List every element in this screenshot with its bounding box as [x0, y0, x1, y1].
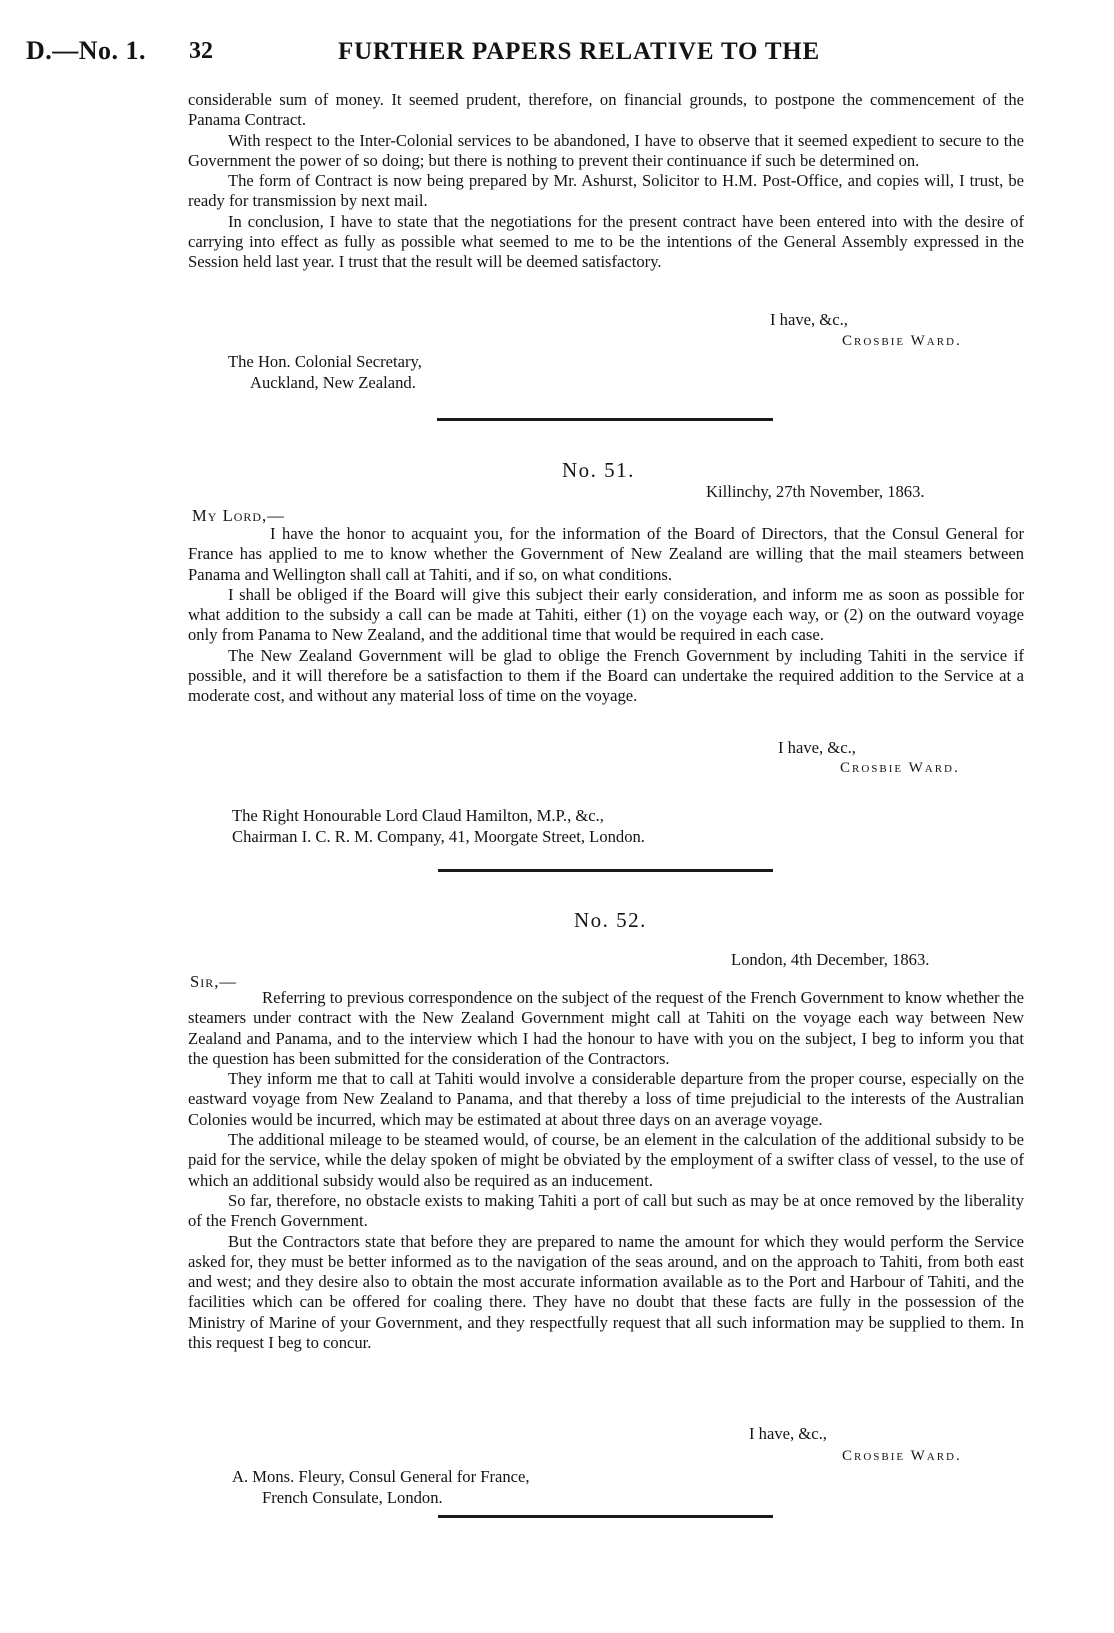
addressee-line: French Consulate, London. [262, 1487, 443, 1507]
section-divider [438, 869, 773, 872]
paragraph: The form of Contract is now being prepared by Mr. Ashurst, Solicitor to H.M. Post-Office, and copies will, I trust, be ready for transmission by next mail. [188, 171, 1024, 211]
page-number: 32 [189, 38, 213, 64]
paragraph: I have the honor to acquaint you, for the information of the Board of Directors, that the Consul General for France has applied to me to know whether the Government of New Zealand are willing that the mail steamers between Panama and Wellington shall call at Tahiti, and if so, on what conditions. [188, 524, 1024, 584]
document-reference: D.—No. 1. [26, 36, 147, 65]
addressee-block [232, 806, 645, 847]
dateline: Killinchy, 27th November, 1863. [706, 482, 925, 501]
paragraph: The additional mileage to be steamed would, of course, be an element in the calculation of the additional subsidy to be paid for the service, while the delay spoken of might be obviated by the employment of a swifter class of vessel, to the use of which an additional subsidy would also be required as an inducement. [188, 1130, 1024, 1190]
addressee-block [228, 352, 422, 393]
addressee-line: A. Mons. Fleury, Consul General for France, [232, 1467, 530, 1486]
signature: Crosbie Ward. [842, 333, 962, 349]
paragraph: Referring to previous correspondence on the subject of the request of the French Government to know whether the steamers under contract with the New Zealand Government might call at Tahiti on the voyage each way between New Zealand and Panama, and to the interview which I had the honour to have with you on the subject, I beg to inform you that the question has been submitted for the consideration of the Contractors. [188, 988, 1024, 1068]
section-divider [438, 1515, 773, 1518]
letter-continued-body [188, 90, 1024, 273]
addressee-line: Auckland, New Zealand. [250, 372, 416, 392]
paragraph: The New Zealand Government will be glad to oblige the French Government by including Tahiti in the service if possible, and it will therefore be a satisfaction to them if the Board can undertake the required addition to the Service at a moderate cost, and without any material loss of time on the voyage. [188, 645, 1024, 706]
letter-number: No. 52. [574, 908, 647, 932]
closing: I have, &c., [770, 310, 848, 329]
paragraph: But the Contractors state that before they are prepared to name the amount for which they would perform the Service asked for, they must be better informed as to the navigation of the seas around, and on the approach to Tahiti, from both east and west; and they desire also to obtain the most accurate information available as to the Port and Harbour of Tahiti, and the facilities which can be offered for coaling there. They have no doubt that these facts are fully in the possession of the Ministry of Marine of your Government, and they respectfully request that all such information may be supplied to them. In this request I beg to concur. [188, 1231, 1024, 1353]
running-title: FURTHER PAPERS RELATIVE TO THE [338, 38, 821, 65]
letter-number: No. 51. [562, 458, 635, 482]
paragraph: I shall be obliged if the Board will give this subject their early consideration, and inform me as soon as possible for what addition to the subsidy a call can be made at Tahiti, either (1) on the voyage each way, or (2) on the outward voyage only from Panama to New Zealand, and the additional time that would be required in each case. [188, 584, 1024, 645]
addressee-block [232, 1467, 530, 1508]
paragraph: With respect to the Inter-Colonial services to be abandoned, I have to observe that it seemed expedient to secure to the Government the power of so doing; but there is nothing to prevent their continuance if such be determined on. [188, 130, 1024, 170]
letter-body [188, 988, 1024, 1353]
closing: I have, &c., [778, 738, 856, 757]
addressee-line: The Hon. Colonial Secretary, [228, 352, 422, 371]
section-divider [437, 418, 773, 421]
page-header [26, 36, 1106, 66]
addressee-line: The Right Honourable Lord Claud Hamilton, M.P., &c., [232, 806, 604, 825]
closing: I have, &c., [749, 1424, 827, 1443]
paragraph: They inform me that to call at Tahiti would involve a considerable departure from the proper course, especially on the eastward voyage from New Zealand to Panama, and that thereby a loss of time prejudicial to the interests of the Australian Colonies would be incurred, which may be estimated at about three days on an average voyage. [188, 1069, 1024, 1129]
paragraph: considerable sum of money. It seemed prudent, therefore, on financial grounds, to postpone the commencement of the Panama Contract. [188, 90, 1024, 130]
paragraph: In conclusion, I have to state that the negotiations for the present contract have been entered into with the desire of carrying into effect as fully as possible what seemed to me to be the intentions of the General Assembly expressed in the Session held last year. I trust that the result will be deemed satisfactory. [188, 211, 1024, 272]
letter-body [188, 524, 1024, 707]
salutation: My Lord,— [192, 506, 285, 525]
paragraph: So far, therefore, no obstacle exists to making Tahiti a port of call but such as may be at once removed by the liberality of the French Government. [188, 1190, 1024, 1231]
salutation: Sir,— [190, 972, 237, 991]
dateline: London, 4th December, 1863. [731, 950, 930, 969]
addressee-line: Chairman I. C. R. M. Company, 41, Moorgate Street, London. [232, 826, 645, 846]
signature: Crosbie Ward. [840, 760, 960, 776]
signature: Crosbie Ward. [842, 1448, 962, 1464]
